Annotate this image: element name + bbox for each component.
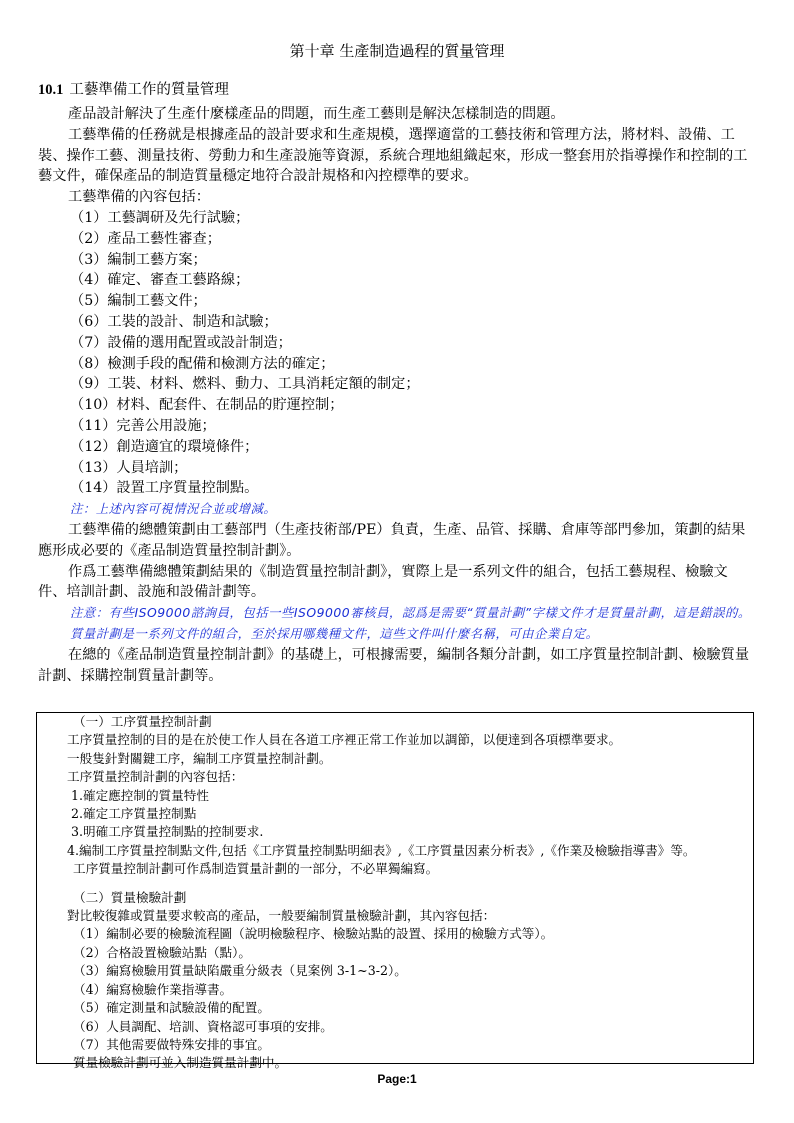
box-subtitle: （一）工序質量控制計劃 (73, 714, 212, 729)
box-item: 4.編制工序質量控制點文件,包括《工序質量控制點明細表》,《工序質量因素分析表》,《作業及檢驗指導書》等。 (67, 842, 696, 858)
paragraph: 工藝準備的總體策劃由工藝部門（生產技術部/PE）負責，生產、品管、採購、倉庫等部門參加，策劃的結果應形成必要的《產品制造質量控制計劃》。 (38, 521, 746, 559)
list-item: （8）檢測手段的配備和檢測方法的確定； (70, 355, 335, 372)
paragraph: 作爲工藝準備總體策劃結果的《制造質量控制計劃》，實際上是一系列文件的組合，包括工藝規程、檢驗文件、培訓計劃、設施和設備計劃等。 (38, 563, 728, 601)
box-subtitle: （二）質量檢驗計劃 (73, 889, 187, 905)
paragraph: 產品設計解決了生產什麼樣產品的問題，而生產工藝則是解決怎樣制造的問題。 (68, 106, 565, 122)
box-item: 3.明確工序質量控制點的控制要求. (71, 824, 264, 840)
list-item: （9）工裝、材料、燃料、動力、工具消耗定額的制定； (70, 376, 420, 393)
plan-box (36, 712, 754, 1071)
chapter-title: 第十章 生產制造過程的質量管理 (289, 42, 505, 60)
list-item: （2）產品工藝性審查； (70, 230, 221, 247)
box-item: （1）編制必要的檢驗流程圖（說明檢驗程序、檢驗站點的設置、採用的檢驗方式等）。 (73, 926, 554, 942)
paragraph: 在總的《產品制造質量控制計劃》的基礎上，可根據需要，編制各類分計劃，如工序質量控制計劃、檢驗質量計劃、採購控制質量計劃等。 (38, 646, 750, 684)
list-item: （6）工裝的設計、制造和試驗； (70, 313, 278, 330)
note-text: 注：上述內容可視情況合並或增減。 (70, 501, 277, 517)
page-number: Page:1 (377, 1072, 417, 1086)
box-line: 工序質量控制的目的是在於使工作人員在各道工序裡正常工作並加以調節，以便達到各項標準要求。 (67, 732, 622, 748)
box-line: 一般隻針對關鍵工序，編制工序質量控制計劃。 (67, 750, 332, 766)
box-line: 工序質量控制計劃可作爲制造質量計劃的一部分，不必單獨編寫。 (73, 861, 439, 877)
list-item: （4）確定、審查工藝路線； (70, 272, 250, 289)
list-item: （13）人員培訓； (70, 459, 188, 476)
paragraph: 工藝準備的內容包括： (68, 189, 210, 206)
list-item: （14）設置工序質量控制點。 (70, 480, 259, 497)
note-text: 注意：有些ISO9000諮詢員，包括一些ISO9000審核員，認爲是需要“質量計劃”字樣文件才是質量計劃，這是錯誤的。質量計劃是一系列文件的組合，至於採用哪幾種文件，這些文件叫什麼名稱，可由企業自定。 (70, 605, 751, 641)
list-item: （5）編制工藝文件； (70, 293, 207, 310)
paragraph: 工藝準備的任務就是根據產品的設計要求和生產規模，選擇適當的工藝技術和管理方法，將材料、設備、工裝、操作工藝、測量技術、勞動力和生產設施等資源，系統合理地組織起來，形成一整套用於指導操作和控制的工藝文件，確保產品的制造質量穩定地符合設計規格和內控標準的要求。 (38, 126, 748, 185)
box-item: 2.確定工序質量控制點 (71, 806, 197, 822)
list-item: （1）工藝調研及先行試驗； (70, 209, 250, 226)
box-item: （3）編寫檢驗用質量缺陷嚴重分級表（見案例 3-1~3-2）。 (73, 963, 407, 979)
section-heading (38, 78, 229, 99)
list-item: （12）創造適宜的環境條件； (70, 438, 259, 455)
section-title: 工藝準備工作的質量管理 (69, 82, 229, 98)
box-item: （5）確定測量和試驗設備的配置。 (73, 1000, 270, 1016)
list-item: （3）編制工藝方案； (70, 251, 207, 268)
box-item: （6）人員調配、培訓、資格認可事項的安排。 (73, 1018, 333, 1034)
box-item: （2）合格設置檢驗站點（點）。 (73, 944, 252, 960)
section-number: 10.1 (38, 82, 64, 98)
list-item: （7）設備的選用配置或設計制造； (70, 334, 292, 351)
list-item: （11）完善公用設施； (70, 417, 216, 434)
box-item: （7）其他需要做特殊安排的事宜。 (73, 1036, 270, 1052)
box-line: 質量檢驗計劃可並入制造質量計劃中。 (73, 1055, 288, 1071)
box-line: 工序質量控制計劃的內容包括： (67, 769, 244, 785)
body-text (38, 104, 754, 686)
box-item: （4）編寫檢驗作業指導書。 (73, 981, 233, 997)
list-item: （10）材料、配套件、在制品的貯運控制； (70, 397, 344, 414)
box-item: 1.確定應控制的質量特性 (71, 787, 209, 803)
box-line: 對比較復雜或質量要求較高的產品，一般要編制質量檢驗計劃，其內容包括： (67, 908, 496, 924)
